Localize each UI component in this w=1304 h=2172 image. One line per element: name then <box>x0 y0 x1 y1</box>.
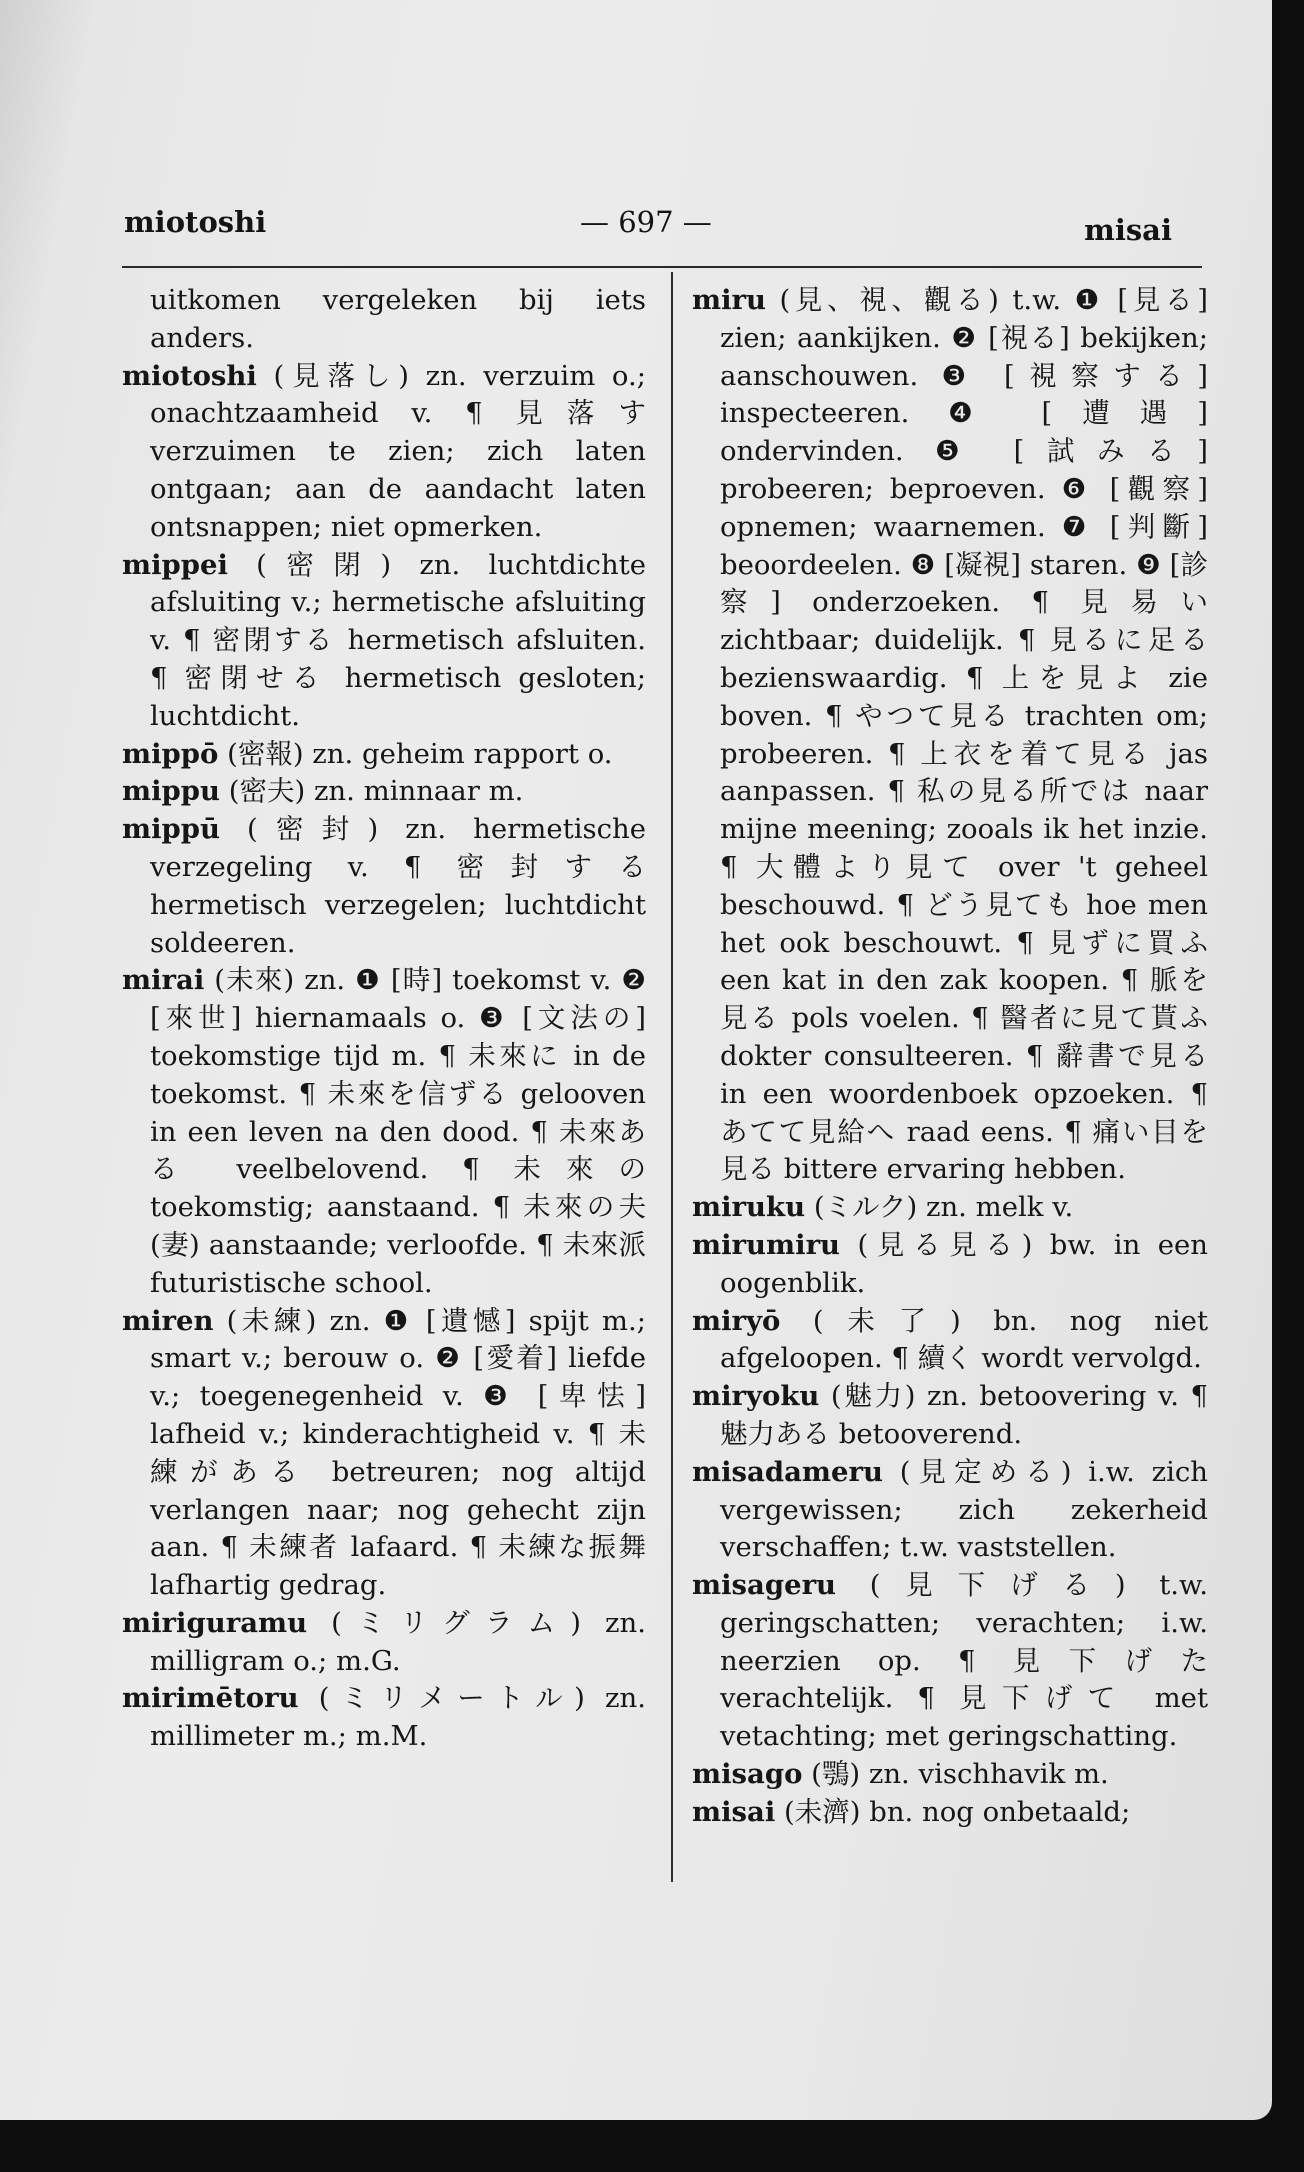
dictionary-entry <box>692 1303 1208 1379</box>
headword: miotoshi <box>122 359 257 392</box>
entry-text: (鶚) zn. vischhavik m. <box>802 1758 1109 1791</box>
entry-text: (ミルク) zn. melk v. <box>805 1191 1074 1224</box>
headword: miren <box>122 1304 214 1337</box>
dictionary-entry <box>692 1189 1208 1227</box>
dictionary-entry <box>122 358 646 547</box>
entry-text: (見落し) zn. verzuim o.; onachtzaamheid v. ¶ 見落す verzuimen te zien; zich laten ontgaan; aan de aandacht laten ontsnappen; niet opmerken. <box>150 359 646 543</box>
headword: miru <box>692 284 767 316</box>
dictionary-entry <box>692 1454 1208 1567</box>
column-divider <box>671 272 673 1882</box>
running-head <box>0 205 1272 255</box>
header-right-guideword: misai <box>1084 213 1172 247</box>
dictionary-entry <box>122 1303 646 1605</box>
headword: mirai <box>122 964 205 997</box>
entry-text: (見下げる) t.w. geringschatten; verachten; i.w. neerzien op. ¶ 見下げた verachtelijk. ¶ 見下げて met vetachting; met geringschatting. <box>720 1569 1208 1753</box>
left-column <box>122 282 646 1756</box>
entry-text: (ミリメートル) zn. millimeter m.; m.M. <box>150 1682 646 1753</box>
headword: mippū <box>122 813 220 846</box>
entry-text: (ミリグラム) zn. milligram o.; m.G. <box>150 1606 646 1677</box>
dictionary-entry <box>122 547 646 736</box>
dictionary-entry <box>122 1605 646 1681</box>
headword: mippō <box>122 737 219 770</box>
dictionary-entry <box>122 773 646 811</box>
dictionary-entry <box>122 811 646 962</box>
dictionary-entry <box>122 282 646 358</box>
entry-text: (密報) zn. geheim rapport o. <box>218 737 613 770</box>
headword: misago <box>692 1758 803 1791</box>
header-left-guideword: miotoshi <box>124 205 267 239</box>
entry-text: (密封) zn. hermetische verzegeling v. ¶ 密封する hermetisch verzegelen; luchtdicht soldeeren. <box>150 813 646 959</box>
dictionary-entry <box>692 282 1208 1189</box>
headword: miriguramu <box>122 1606 308 1639</box>
headword: mippu <box>122 775 220 808</box>
dictionary-entry <box>692 1567 1208 1756</box>
dictionary-entry <box>692 1378 1208 1454</box>
headword: miryoku <box>692 1380 820 1413</box>
headword: miruku <box>692 1191 806 1224</box>
page-number: — 697 — <box>580 205 712 239</box>
headword: misadameru <box>692 1455 883 1488</box>
entry-text: (見、視、觀る) t.w. ❶ [見る] zien; aankijken. ❷ [視る] bekijken; aanschouwen. ❸ [視察する] inspecteeren. ❹ [遭遇] ondervinden. ❺ [試みる] probeeren; beproeven. ❻ [觀察] opnemen; waarnemen. ❼ [判斷] beoordeelen. ❽ [凝視] staren. ❾ [診察] onderzoeken. ¶ 見易い zichtbaar; duidelijk. ¶ 見るに足る bezienswaardig. ¶ 上を見よ zie boven. ¶ やつて見る trachten om; probeeren. ¶ 上衣を着て見る jas aanpassen. ¶ 私の見る所では naar mijne meening; zooals ik het inzie. ¶ 大體より見て over 't geheel beschouwd. ¶ どう見ても hoe men het ook beschouwt. ¶ 見ずに買ふ een kat in den zak koopen. ¶ 脈を見る pols voelen. ¶ 醫者に見て貰ふ dokter consulteeren. ¶ 辭書で見る in een woordenboek opzoeken. ¶ あてて見給へ raad eens. ¶ 痛い目を見る bittere ervaring hebben. <box>720 284 1208 1186</box>
entry-text: uitkomen vergeleken bij iets anders. <box>150 284 646 354</box>
headword: mirumiru <box>692 1228 841 1261</box>
entry-text: (密夫) zn. minnaar m. <box>220 775 524 808</box>
dictionary-entry <box>122 736 646 774</box>
dictionary-entry <box>692 1794 1208 1832</box>
dictionary-entry <box>122 1680 646 1756</box>
dictionary-entry <box>122 962 646 1302</box>
entry-text: (未練) zn. ❶ [遺憾] spijt m.; smart v.; berouw o. ❷ [愛着] liefde v.; toegenegenheid v. ❸ [卑怯] lafheid v.; kinderachtigheid v. ¶ 未練がある betreuren; nog altijd verlangen naar; nog gehecht zijn aan. ¶ 未練者 lafaard. ¶ 未練な振舞 lafhartig gedrag. <box>150 1304 646 1602</box>
right-column <box>692 282 1208 1832</box>
headword: misageru <box>692 1569 837 1602</box>
dictionary-entry <box>692 1756 1208 1794</box>
header-rule <box>122 266 1202 268</box>
dictionary-entry <box>692 1227 1208 1303</box>
headword: mippei <box>122 548 228 581</box>
entry-text: (見定める) i.w. zich vergewissen; zich zekerheid verschaffen; t.w. vaststellen. <box>720 1455 1208 1564</box>
headword: mirimētoru <box>122 1682 299 1715</box>
entry-text: (見る見る) bw. in een oogenblik. <box>720 1228 1208 1299</box>
entry-text: (未濟) bn. nog onbetaald; <box>775 1795 1131 1828</box>
entry-text: (未來) zn. ❶ [時] toekomst v. ❷ [來世] hiernamaals o. ❸ [文法の] toekomstige tijd m. ¶ 未來に in de toekomst. ¶ 未來を信ずる gelooven in een leven na den dood. ¶ 未來ある veelbelovend. ¶ 未來の toekomstig; aanstaand. ¶ 未來の夫(妻) aanstaande; verloofde. ¶ 未來派 futuristische school. <box>150 964 646 1299</box>
entry-text: (密閉) zn. luchtdichte afsluiting v.; hermetische afsluiting v. ¶ 密閉する hermetisch afsluiten. ¶ 密閉せる hermetisch gesloten; luchtdicht. <box>150 548 646 732</box>
entry-text: (未了) bn. nog niet afgeloopen. ¶ 續く wordt vervolgd. <box>720 1304 1208 1375</box>
headword: miryō <box>692 1304 781 1337</box>
entry-text: (魅力) zn. betoovering v. ¶ 魅力ある betooverend. <box>720 1380 1208 1450</box>
headword: misai <box>692 1795 776 1828</box>
